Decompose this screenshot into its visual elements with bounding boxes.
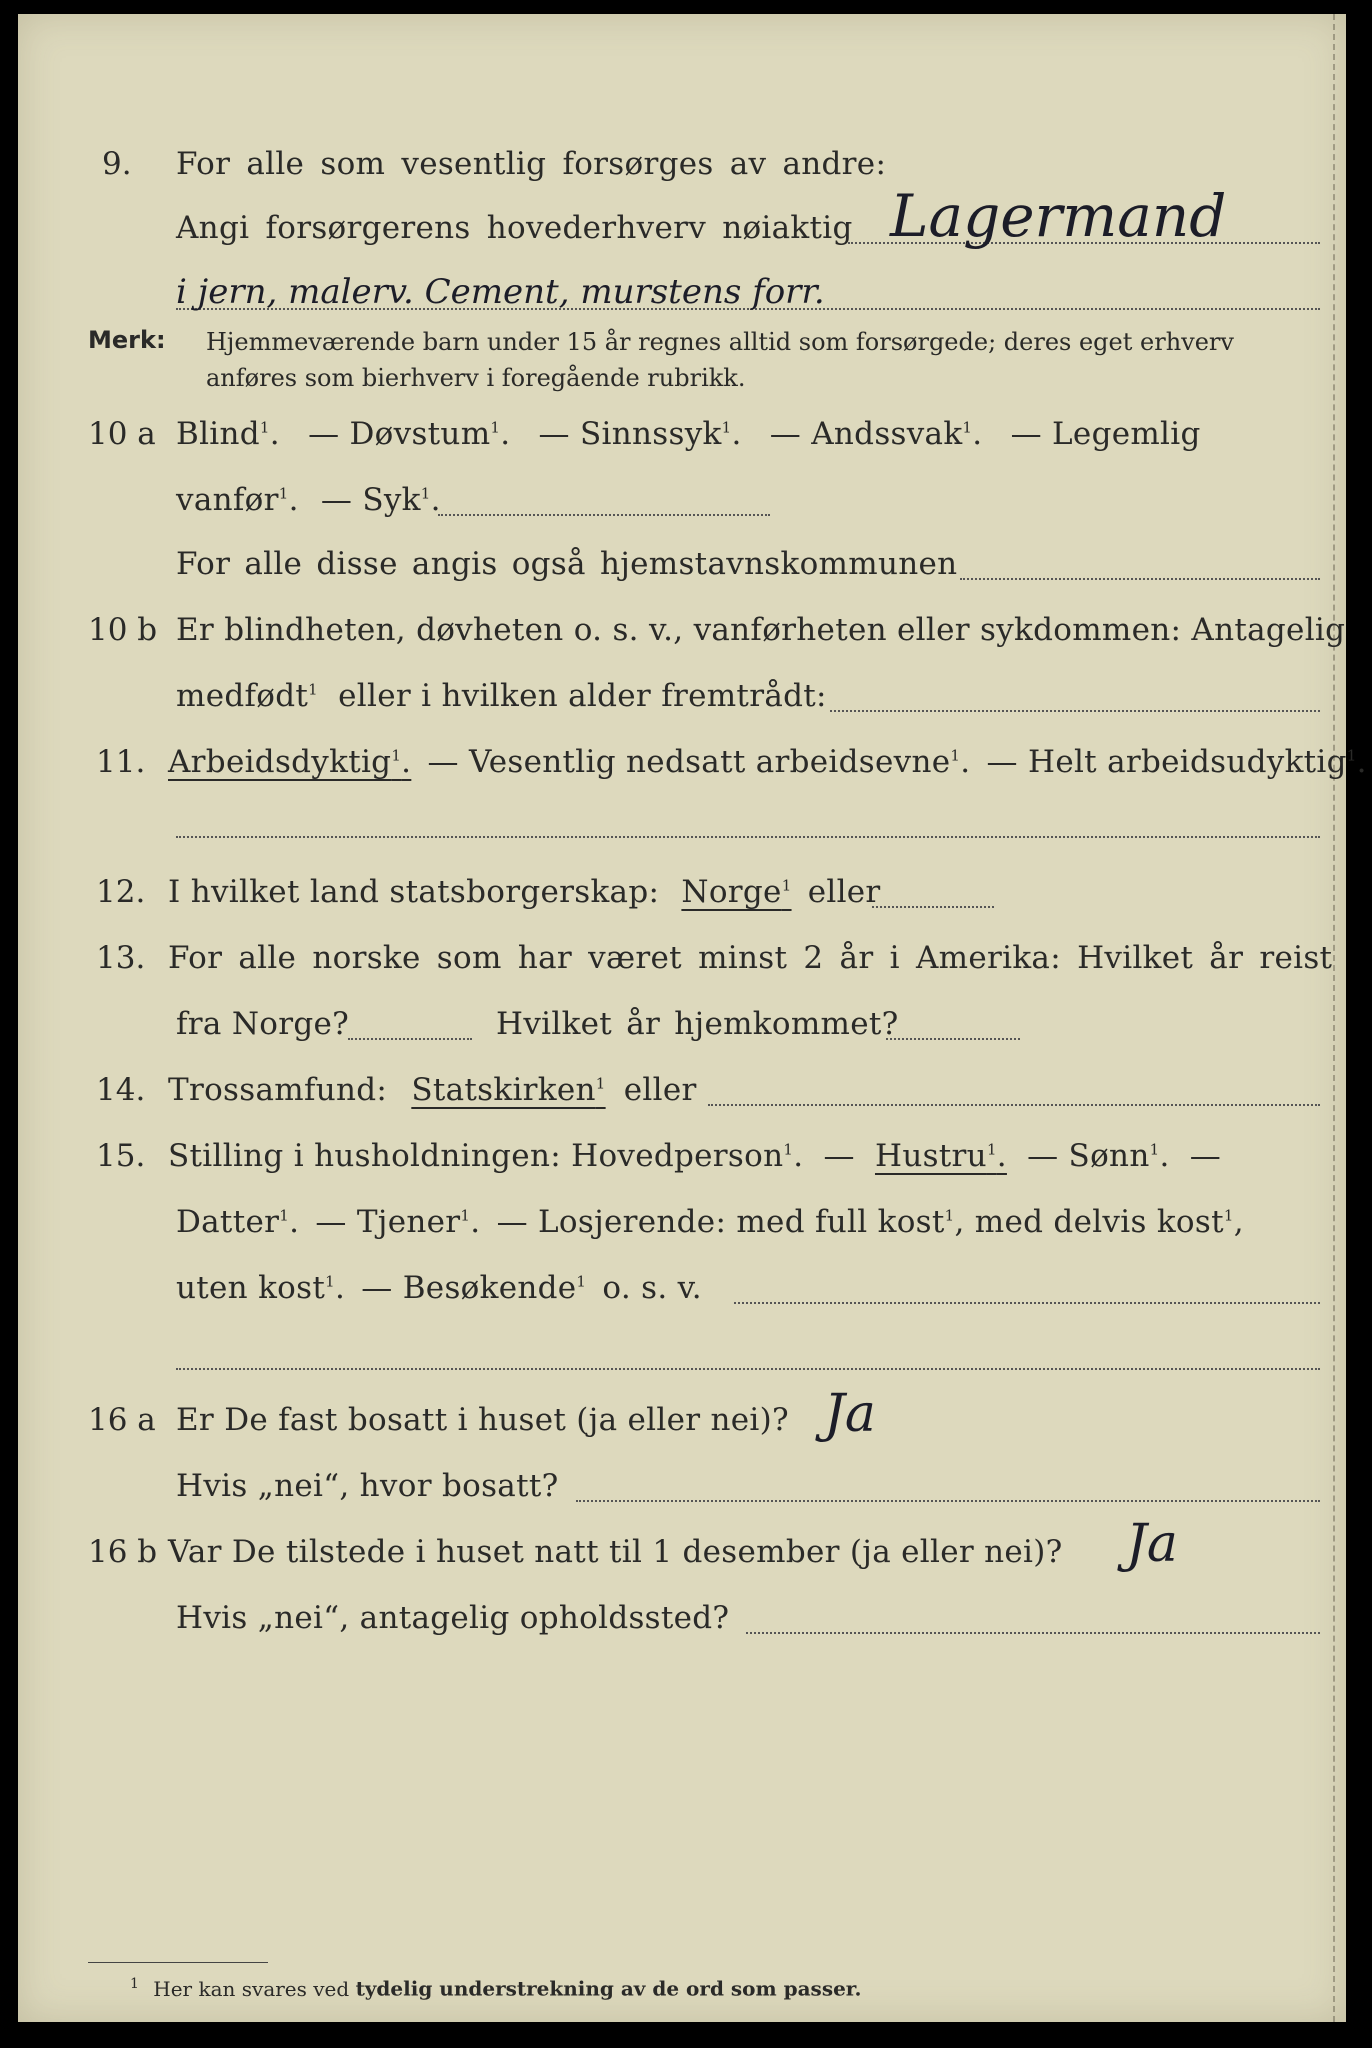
q16b-answer-line <box>746 1632 1320 1634</box>
q9-line2: Angi forsørgerens hovederhverv nøiaktig <box>176 210 853 246</box>
q9-handwritten-occupation: Lagermand <box>890 182 1227 250</box>
q16a-line1: Er De fast bosatt i huset (ja eller nei)? <box>176 1402 789 1438</box>
q12-line: I hvilket land statsborgerskap: Norge$^1$ eller <box>168 874 881 910</box>
footnote-rule <box>88 1962 268 1963</box>
q13-reist-line <box>348 1038 472 1040</box>
census-form-page <box>18 14 1367 2022</box>
merk-line2: anføres som bierhverv i foregående rubrikk. <box>206 364 746 392</box>
q16b-handwritten-answer: Ja <box>1126 1514 1178 1574</box>
q16b-number: 16 b <box>88 1534 158 1570</box>
q15-line3: uten kost$^1$. — Besøkende$^1$ o. s. v. <box>176 1270 702 1306</box>
q12-norge-underlined: Norge$^1$ <box>681 874 792 910</box>
q13-number: 13. <box>96 940 146 976</box>
q15-number: 15. <box>96 1138 146 1174</box>
q11-answer-line <box>176 836 1320 838</box>
q16a-answer-line <box>576 1500 1320 1502</box>
q14-number: 14. <box>96 1072 146 1108</box>
q14-statskirken-underlined: Statskirken$^1$ <box>411 1072 606 1108</box>
merk-line1: Hjemmeværende barn under 15 år regnes alltid som forsørgede; deres eget erhverv <box>206 328 1234 356</box>
q9-line1: For alle som vesentlig forsørges av andre: <box>176 146 887 182</box>
q10b-line2: medfødt$^1$ eller i hvilken alder fremtrådt: <box>176 678 827 714</box>
q10a-syk-line <box>438 514 770 516</box>
q10a-number: 10 a <box>88 416 156 452</box>
q12-number: 12. <box>96 874 146 910</box>
q16a-line2: Hvis „nei“, hvor bosatt? <box>176 1468 559 1504</box>
q10a-line1: Blind$^1$. — Døvstum$^1$. — Sinnssyk$^1$. — Andssvak$^1$. — Legemlig <box>176 416 1201 452</box>
q11-number: 11. <box>96 744 146 780</box>
q15-hustru-underlined: Hustru$^1$. <box>874 1138 1007 1174</box>
q9-number: 9. <box>102 146 132 182</box>
merk-label: Merk: <box>88 326 166 354</box>
footnote: $^1$ Her kan svares ved tydelig understrekning av de ord som passer. <box>130 1976 862 2001</box>
q10a-line2: vanfør$^1$. — Syk$^1$. <box>176 482 441 518</box>
q12-answer-line <box>872 906 994 908</box>
q10b-answer-line <box>830 710 1320 712</box>
q14-line: Trossamfund: Statskirken$^1$ eller <box>168 1072 697 1108</box>
q15-line1: Stilling i husholdningen: Hovedperson$^1$. — Hustru$^1$. — Sønn$^1$. — <box>168 1138 1222 1174</box>
q15-answer-line <box>734 1302 1320 1304</box>
q10a-line3: For alle disse angis også hjemstavnskommunen <box>176 546 958 582</box>
q13-hjemkommet-line <box>886 1038 1020 1040</box>
q11-line1: Arbeidsdyktig$^1$. — Vesentlig nedsatt arbeidsevne$^1$. — Helt arbeidsudyktig$^1$. <box>168 744 1367 780</box>
q16b-line1: Var De tilstede i huset natt til 1 desember (ja eller nei)? <box>168 1534 1063 1570</box>
perforated-edge <box>1333 14 1338 2022</box>
q14-answer-line <box>708 1104 1320 1106</box>
q16a-handwritten-answer: Ja <box>824 1384 876 1444</box>
q15-line2: Datter$^1$. — Tjener$^1$. — Losjerende: med full kost$^1$, med delvis kost$^1$, <box>176 1204 1244 1240</box>
q9-handwritten-detail: i jern, malerv. Cement, murstens forr. <box>176 272 825 312</box>
q16b-line2: Hvis „nei“, antagelig opholdssted? <box>176 1600 730 1636</box>
q10b-number: 10 b <box>88 612 158 648</box>
q16a-number: 16 a <box>88 1402 156 1438</box>
q13-line1: For alle norske som har været minst 2 år i Amerika: Hvilket år reist <box>168 940 1333 976</box>
q10b-line1: Er blindheten, døvheten o. s. v., vanførheten eller sykdommen: Antagelig <box>176 612 1346 648</box>
q15-answer-line-2 <box>176 1368 1320 1370</box>
q13-line2b: Hvilket år hjemkommet? <box>496 1006 899 1042</box>
q13-line2a: fra Norge? <box>176 1006 350 1042</box>
q10a-kommune-line <box>960 578 1320 580</box>
q11-arbeidsdyktig-underlined: Arbeidsdyktig$^1$. <box>168 744 412 780</box>
